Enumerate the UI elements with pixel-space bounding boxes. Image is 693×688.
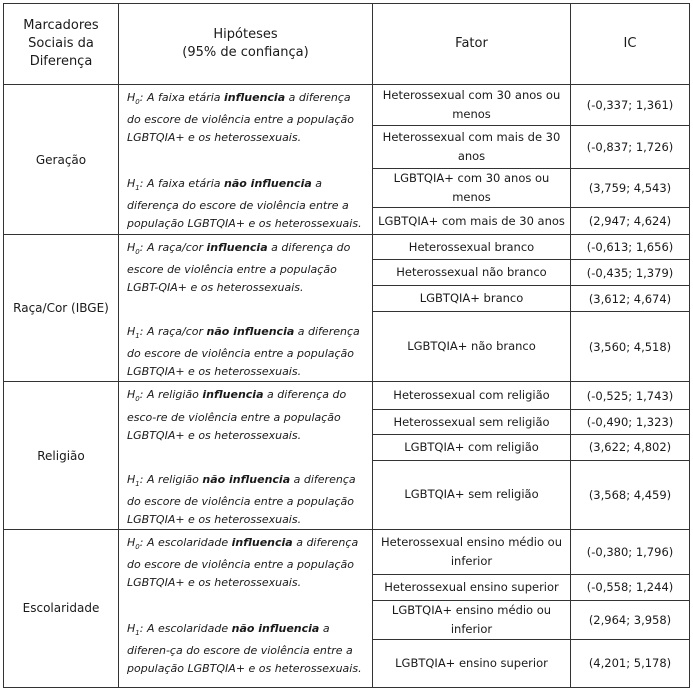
hypothesis-h1: $H_1$: A raça/cor não influencia a diferença do escore de violência entre a população LGBTQIA+ e os heterossexuais. <box>127 325 360 379</box>
hypothesis-h1: $H_1$: A faixa etária não influencia a diferença do escore de violência entre a população LGBTQIA+ e os heterossexuais. <box>127 177 362 231</box>
hypotheses-geracao <box>119 85 373 235</box>
fator-cell: Heterossexual ensino superior <box>373 574 571 600</box>
hypothesis-h0: $H_0$: A religião influencia a diferença do esco-re de violência entre a população LGBTQIA+ e os heterossexuais. <box>127 388 347 442</box>
fator-cell: LGBTQIA+ ensino médio ou inferior <box>373 600 571 639</box>
ic-cell: (3,568; 4,459) <box>571 460 690 529</box>
ic-cell: (-0,435; 1,379) <box>571 260 690 286</box>
fator-cell: Heterossexual branco <box>373 235 571 260</box>
ic-cell: (-0,613; 1,656) <box>571 235 690 260</box>
table-row <box>4 85 690 126</box>
fator-cell: LGBTQIA+ com mais de 30 anos <box>373 208 571 235</box>
marker-geracao: Geração <box>4 85 119 235</box>
ic-cell: (-0,490; 1,323) <box>571 409 690 434</box>
marker-religiao: Religião <box>4 382 119 529</box>
hypothesis-h0: $H_0$: A raça/cor influencia a diferença do escore de violência entre a população LGBT-QIA+ e os heterossexuais. <box>127 241 351 295</box>
table-row <box>4 235 690 260</box>
ic-cell: (-0,558; 1,244) <box>571 574 690 600</box>
header-hypotheses: Hipóteses (95% de confiança) <box>119 4 373 85</box>
fator-cell: LGBTQIA+ branco <box>373 286 571 312</box>
hypotheses-religiao <box>119 382 373 529</box>
fator-cell: LGBTQIA+ ensino superior <box>373 639 571 687</box>
ic-cell: (3,622; 4,802) <box>571 435 690 460</box>
fator-cell: Heterossexual com mais de 30 anos <box>373 126 571 169</box>
fator-cell: Heterossexual não branco <box>373 260 571 286</box>
header-markers: Marcadores Sociais da Diferença <box>4 4 119 85</box>
ic-cell: (-0,380; 1,796) <box>571 529 690 574</box>
hypothesis-h0: $H_0$: A faixa etária influencia a diferença do escore de violência entre a população LGBTQIA+ e os heterossexuais. <box>127 91 355 145</box>
fator-cell: LGBTQIA+ com 30 anos ou menos <box>373 169 571 208</box>
header-fator: Fator <box>373 4 571 85</box>
ic-cell: (-0,337; 1,361) <box>571 85 690 126</box>
fator-cell: Heterossexual com 30 anos ou menos <box>373 85 571 126</box>
marker-raca-cor: Raça/Cor (IBGE) <box>4 235 119 382</box>
ic-cell: (2,947; 4,624) <box>571 208 690 235</box>
fator-cell: LGBTQIA+ com religião <box>373 435 571 460</box>
ic-cell: (3,612; 4,674) <box>571 286 690 312</box>
ic-cell: (-0,837; 1,726) <box>571 126 690 169</box>
fator-cell: LGBTQIA+ não branco <box>373 312 571 382</box>
fator-cell: Heterossexual ensino médio ou inferior <box>373 529 571 574</box>
ic-cell: (3,560; 4,518) <box>571 312 690 382</box>
hypothesis-h0: $H_0$: A escolaridade influencia a diferença do escore de violência entre a população LGBTQIA+ e os heterossexuais. <box>127 535 359 589</box>
ic-cell: (3,759; 4,543) <box>571 169 690 208</box>
hypothesis-table <box>3 3 690 688</box>
table-row <box>4 382 690 409</box>
ic-cell: (4,201; 5,178) <box>571 639 690 687</box>
header-ic: IC <box>571 4 690 85</box>
hypothesis-h1: $H_1$: A religião não influencia a diferença do escore de violência entre a população LGBTQIA+ e os heterossexuais. <box>127 472 356 526</box>
fator-cell: Heterossexual com religião <box>373 382 571 409</box>
ic-cell: (-0,525; 1,743) <box>571 382 690 409</box>
fator-cell: LGBTQIA+ sem religião <box>373 460 571 529</box>
header-row <box>4 4 690 85</box>
hypotheses-raca-cor <box>119 235 373 382</box>
ic-cell: (2,964; 3,958) <box>571 600 690 639</box>
hypothesis-h1: $H_1$: A escolaridade não influencia a diferen-ça do escore de violência entre a população LGBTQIA+ e os heterossexuais. <box>127 621 362 676</box>
table-row <box>4 529 690 574</box>
fator-cell: Heterossexual sem religião <box>373 409 571 434</box>
hypotheses-escolaridade <box>119 529 373 687</box>
marker-escolaridade: Escolaridade <box>4 529 119 687</box>
